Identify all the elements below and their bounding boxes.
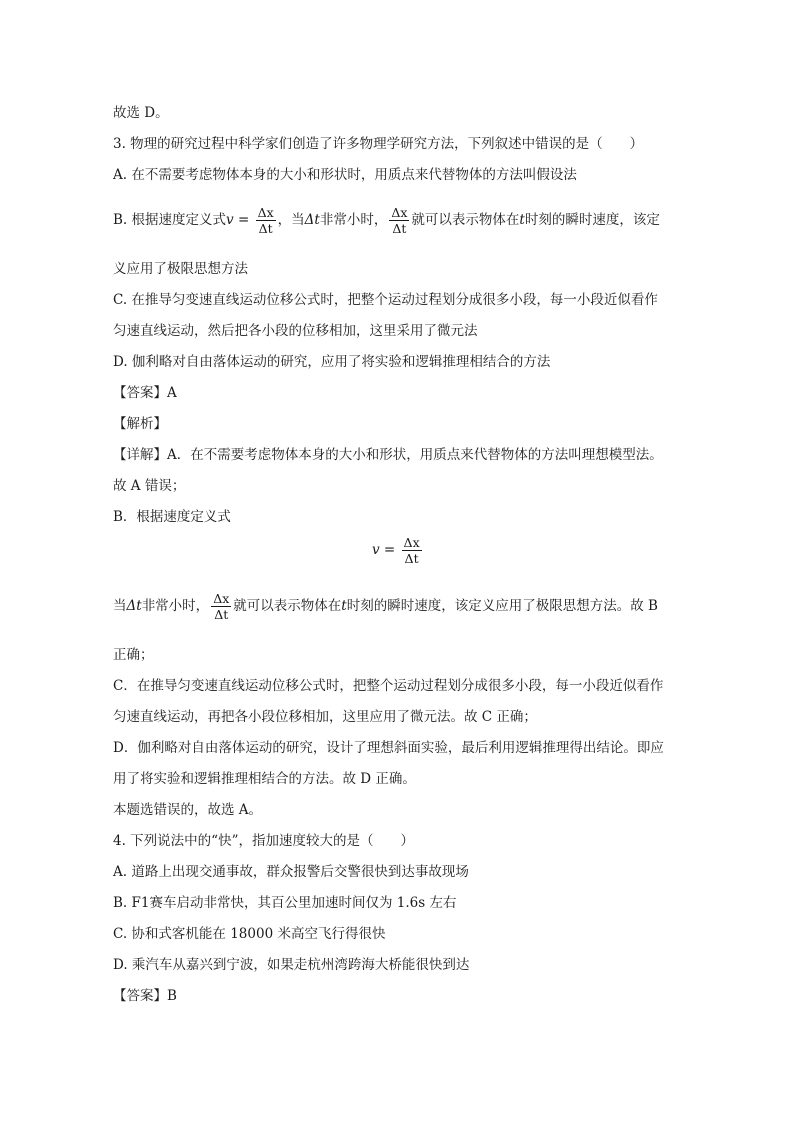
fraction-dx-dt xyxy=(389,205,409,236)
text: ，当 xyxy=(277,212,305,228)
numerator: Δx xyxy=(403,535,420,550)
answer-tag: 【答案】 xyxy=(113,988,167,1004)
text: 非常小时， xyxy=(141,598,210,614)
detail-b-2 xyxy=(113,589,658,623)
var-dt: Δt xyxy=(126,598,142,614)
text: 当 xyxy=(113,598,127,614)
q4-option-c: C. 协和式客机能在 18000 米高空飞行得很快 xyxy=(113,926,386,942)
q4-answer-line xyxy=(113,986,177,1006)
var-v: v xyxy=(372,542,380,558)
detail-d-2: 用了将实验和逻辑推理相结合的方法。故 D 正确。 xyxy=(113,771,416,787)
q3-option-c-2: 匀速直线运动，然后把各小段的位移相加，这里采用了微元法 xyxy=(113,323,478,339)
q3-answer-line xyxy=(113,383,177,403)
var-t: t xyxy=(519,212,525,228)
detail-d-1: D．伽利略对自由落体运动的研究，设计了理想斜面实验，最后利用逻辑推理得出结论。即应 xyxy=(113,740,664,756)
var-v: v xyxy=(226,212,234,228)
q3-option-a: A. 在不需要考虑物体本身的大小和形状时，用质点来代替物体的方法叫假设法 xyxy=(113,167,577,183)
denominator: Δt xyxy=(404,551,419,566)
var-dt: Δt xyxy=(304,212,320,228)
fraction-dx-dt xyxy=(256,205,276,236)
fraction-dx-dt xyxy=(402,535,422,566)
detail-b-1: B．根据速度定义式 xyxy=(113,509,231,525)
detail-b-3: 正确； xyxy=(113,647,154,663)
q4-stem: 4. 下列说法中的“快”，指加速度较大的是（ ） xyxy=(113,833,414,849)
q3-option-c-1: C. 在推导匀变速直线运动位移公式时，把整个运动过程划分成很多小段，每一小段近似看作 xyxy=(113,292,658,308)
detail-a-1 xyxy=(113,445,663,465)
q3-option-b xyxy=(113,203,660,237)
prev-answer-line: 故选 D。 xyxy=(113,105,169,121)
q4-option-b: B. F1赛车启动非常快，其百公里加速时间仅为 1.6s 左右 xyxy=(113,895,457,911)
equals: = xyxy=(233,212,254,228)
numerator: Δx xyxy=(213,591,230,606)
denominator: Δt xyxy=(258,221,273,236)
answer-value: A xyxy=(167,385,177,401)
denominator: Δt xyxy=(392,221,407,236)
fraction-dx-dt xyxy=(211,591,231,622)
answer-value: B xyxy=(167,988,177,1004)
text: 时刻的瞬时速度，该定义应用了极限思想方法。故 B xyxy=(346,598,658,614)
detail-a-text: A．在不需要考虑物体本身的大小和形状，用质点来代替物体的方法叫理想模型法。 xyxy=(167,447,663,463)
q3-option-b-prefix: B. 根据速度定义式 xyxy=(113,212,227,228)
text: 就可以表示物体在 xyxy=(233,598,342,614)
conclusion: 本题选错误的，故选 A。 xyxy=(113,802,263,818)
text: 非常小时， xyxy=(319,212,388,228)
answer-tag: 【答案】 xyxy=(113,385,167,401)
analysis-tag: 【解析】 xyxy=(113,416,167,432)
text: 时刻的瞬时速度，该定 xyxy=(524,212,660,228)
detail-c-1: C．在推导匀变速直线运动位移公式时，把整个运动过程划分成很多小段，每一小段近似看作 xyxy=(113,678,664,694)
detail-a-2: 故 A 错误； xyxy=(113,478,186,494)
detail-c-2: 匀速直线运动，再把各小段位移相加，这里应用了微元法。故 C 正确； xyxy=(113,709,537,725)
q4-option-d: D. 乘汽车从嘉兴到宁波，如果走杭州湾跨海大桥能很快到达 xyxy=(113,957,470,973)
q3-stem: 3. 物理的研究过程中科学家们创造了许多物理学研究方法，下列叙述中错误的是（ ） xyxy=(113,136,644,152)
q3-option-d: D. 伽利略对自由落体运动的研究，应用了将实验和逻辑推理相结合的方法 xyxy=(113,354,551,370)
q3-option-b-cont: 义应用了极限思想方法 xyxy=(113,261,248,277)
numerator: Δx xyxy=(391,205,408,220)
numerator: Δx xyxy=(257,205,274,220)
detail-tag: 【详解】 xyxy=(113,447,167,463)
var-t: t xyxy=(341,598,347,614)
display-equation xyxy=(372,533,424,567)
q4-option-a: A. 道路上出现交通事故，群众报警后交警很快到达事故现场 xyxy=(113,864,469,880)
text: 就可以表示物体在 xyxy=(411,212,520,228)
denominator: Δt xyxy=(214,607,229,622)
equals: = xyxy=(379,542,400,558)
